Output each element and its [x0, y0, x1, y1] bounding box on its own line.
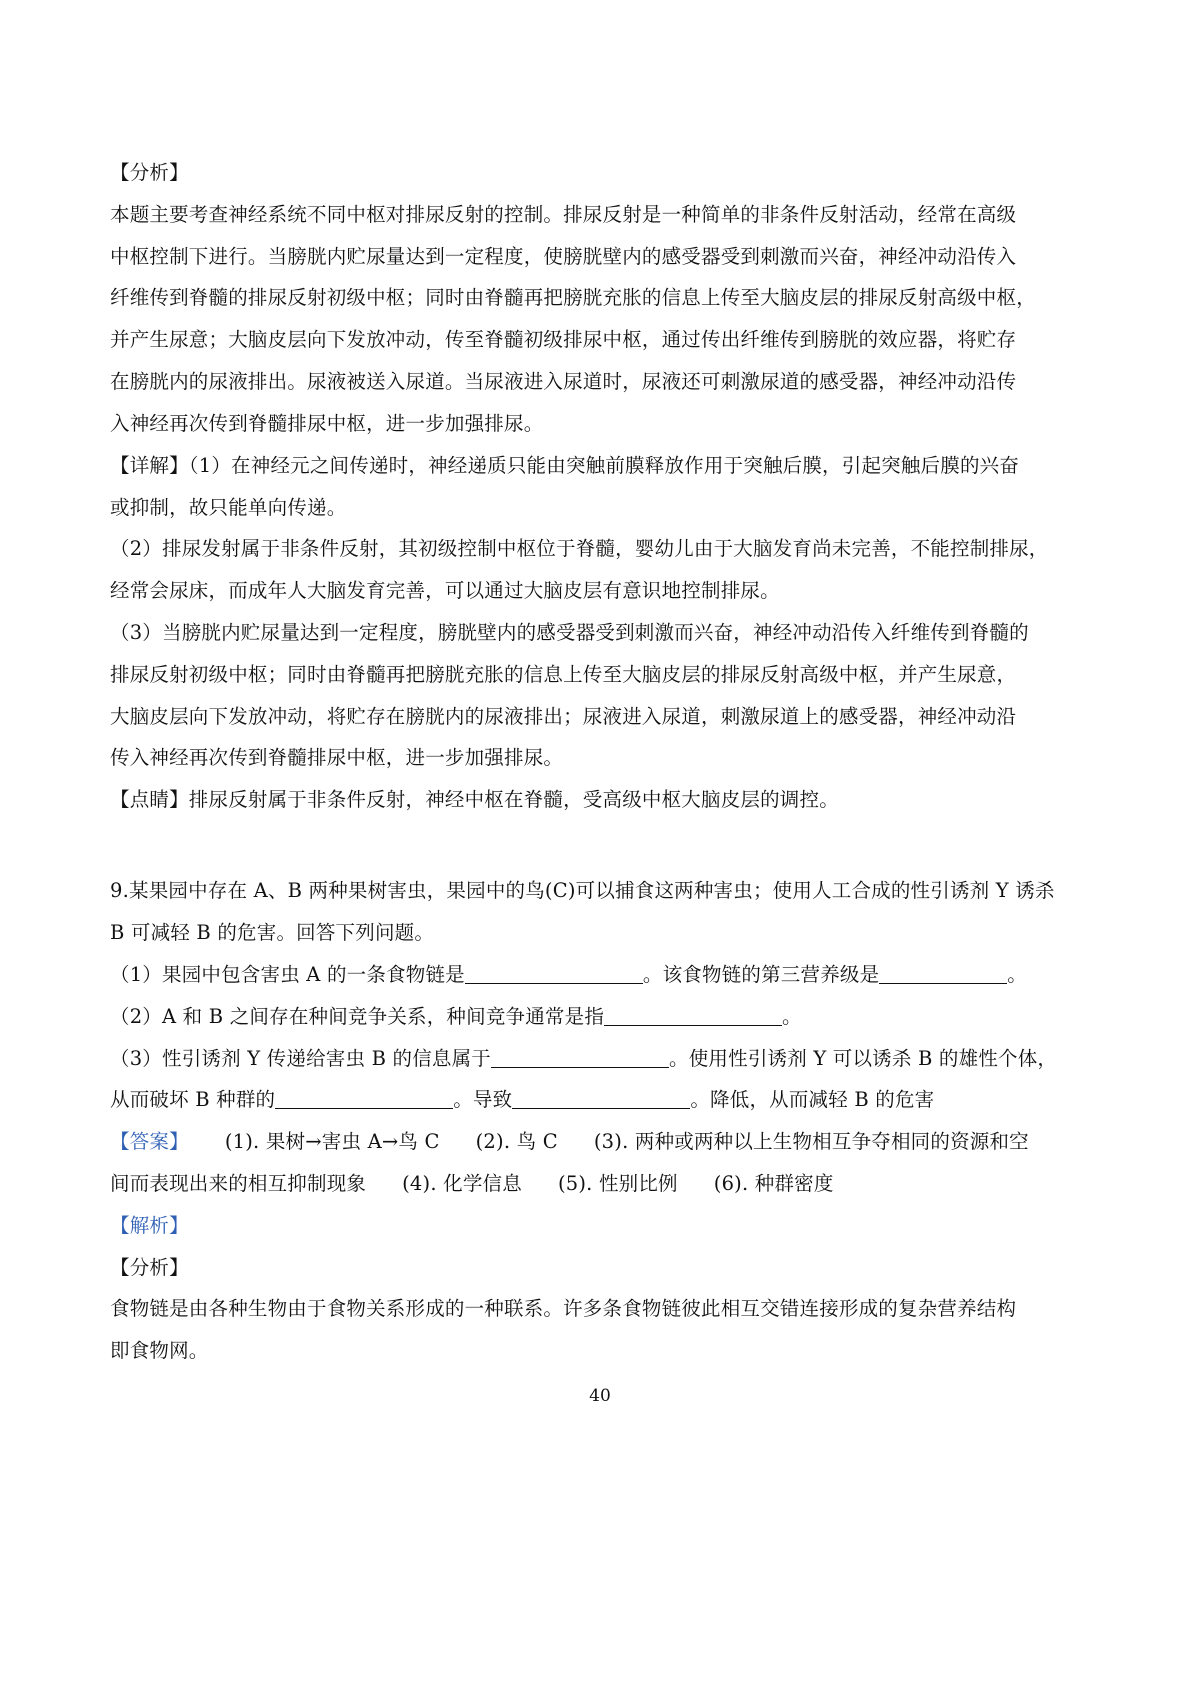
answer-item: (1). 果树→害虫 A→鸟 C: [224, 1130, 440, 1153]
sub-question-2: [110, 1002, 1100, 1032]
answer-blank[interactable]: [879, 963, 1007, 984]
sub-question-text: 。导致: [453, 1088, 513, 1111]
answer-blank[interactable]: [465, 963, 643, 984]
analysis-line: 即食物网。: [110, 1339, 209, 1362]
analysis-line: 纤维传到脊髓的排尿反射初级中枢；同时由脊髓再把膀胱充胀的信息上传至大脑皮层的排尿反射高级中枢，: [110, 286, 1036, 309]
detail-line: （3）当膀胱内贮尿量达到一定程度，膀胱壁内的感受器受到刺激而兴奋，神经冲动沿传入纤维传到脊髓的: [110, 621, 1029, 644]
detail-line: 传入神经再次传到脊髓排尿中枢，进一步加强排尿。: [110, 746, 564, 769]
answer-item: (6). 种群密度: [713, 1172, 834, 1195]
analysis-heading: 【分析】: [110, 161, 189, 184]
answer-blank[interactable]: [491, 1047, 669, 1068]
sub-question-text: 。: [1007, 963, 1027, 986]
answer-item: (3). 两种或两种以上生物相互争夺相同的资源和空: [593, 1130, 1029, 1153]
explanation-label: 【解析】: [110, 1214, 189, 1237]
answer-blank[interactable]: [275, 1088, 453, 1109]
sub-question-3: [110, 1044, 1100, 1074]
answer-item: (4). 化学信息: [402, 1172, 522, 1195]
sub-question-text: 。: [782, 1005, 802, 1028]
sub-question-3-cont: [110, 1085, 1100, 1115]
tip-line: 【点睛】排尿反射属于非条件反射，神经中枢在脊髓，受高级中枢大脑皮层的调控。: [110, 788, 839, 811]
answer-item: (2). 鸟 C: [475, 1130, 558, 1153]
analysis-line: 中枢控制下进行。当膀胱内贮尿量达到一定程度，使膀胱壁内的感受器受到刺激而兴奋，神经冲动沿传入: [110, 245, 1017, 268]
answer-line: [110, 1127, 1100, 1157]
sub-question-text: 。使用性引诱剂 Y 可以诱杀 B 的雄性个体，: [669, 1047, 1058, 1070]
detail-line: 或抑制，故只能单向传递。: [110, 496, 347, 519]
answer-blank[interactable]: [512, 1088, 690, 1109]
detail-line: 排尿反射初级中枢；同时由脊髓再把膀胱充胀的信息上传至大脑皮层的排尿反射高级中枢，并产生尿意，: [110, 663, 1017, 686]
detail-line: 【详解】（1）在神经元之间传递时，神经递质只能由突触前膜释放作用于突触后膜，引起突触后膜的兴奋: [110, 454, 1020, 477]
question-stem: B 可减轻 B 的危害。回答下列问题。: [110, 921, 435, 944]
sub-question-text: （3）性引诱剂 Y 传递给害虫 B 的信息属于: [110, 1047, 492, 1070]
sub-question-text: 。该食物链的第三营养级是: [642, 963, 880, 986]
question-stem: 9.某果园中存在 A、B 两种果树害虫，果园中的鸟(C)可以捕食这两种害虫；使用人工合成的性引诱剂 Y 诱杀: [110, 879, 1055, 902]
analysis-line: 在膀胱内的尿液排出。尿液被送入尿道。当尿液进入尿道时，尿液还可刺激尿道的感受器，神经冲动沿传: [110, 370, 1017, 393]
analysis-line: 本题主要考查神经系统不同中枢对排尿反射的控制。排尿反射是一种简单的非条件反射活动，经常在高级: [110, 203, 1017, 226]
answer-item: 间而表现出来的相互抑制现象: [110, 1172, 367, 1195]
sub-question-text: 。降低，从而减轻 B 的危害: [690, 1088, 935, 1111]
answer-blank[interactable]: [604, 1005, 782, 1026]
page-number: 40: [589, 1386, 611, 1406]
analysis-line: 食物链是由各种生物由于食物关系形成的一种联系。许多条食物链彼此相互交错连接形成的复杂营养结构: [110, 1297, 1017, 1320]
sub-question-1: [110, 960, 1100, 990]
analysis-heading: 【分析】: [110, 1256, 189, 1279]
answer-label: 【答案】: [110, 1130, 189, 1153]
sub-question-text: （1）果园中包含害虫 A 的一条食物链是: [110, 963, 465, 986]
detail-line: 大脑皮层向下发放冲动，将贮存在膀胱内的尿液排出；尿液进入尿道，刺激尿道上的感受器，神经冲动沿: [110, 705, 1017, 728]
sub-question-text: （2）A 和 B 之间存在种间竞争关系，种间竞争通常是指: [110, 1005, 605, 1028]
sub-question-text: 从而破坏 B 种群的: [110, 1088, 276, 1111]
detail-line: 经常会尿床，而成年人大脑发育完善，可以通过大脑皮层有意识地控制排尿。: [110, 579, 780, 602]
answer-item: (5). 性别比例: [557, 1172, 678, 1195]
answer-line: [110, 1169, 1100, 1199]
detail-line: （2）排尿发射属于非条件反射，其初级控制中枢位于脊髓，婴幼儿由于大脑发育尚未完善，不能控制排尿，: [110, 537, 1049, 560]
analysis-line: 并产生尿意；大脑皮层向下发放冲动，传至脊髓初级排尿中枢，通过传出纤维传到膀胱的效应器，将贮存: [110, 328, 1017, 351]
analysis-line: 入神经再次传到脊髓排尿中枢，进一步加强排尿。: [110, 412, 544, 435]
